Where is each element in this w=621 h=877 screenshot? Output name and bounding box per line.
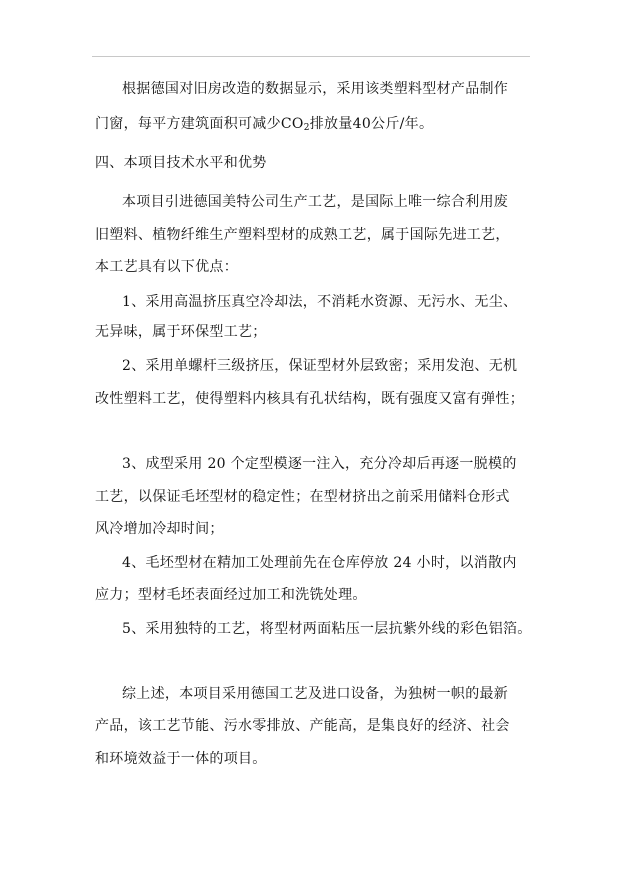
header-rule [92, 56, 530, 57]
text-line: 本项目引进德国美特公司生产工艺，是国际上唯一综合利用废 [122, 194, 509, 210]
text-line: 1、采用高温挤压真空冷却法，不消耗水资源、无污水、无尘、 [122, 294, 518, 310]
text-line [95, 115, 433, 133]
text-line: 风冷增加冷却时间； [95, 521, 224, 537]
section-heading: 四、本项目技术水平和优势 [95, 155, 267, 171]
text-line: 2、采用单螺杆三级挤压，保证型材外层致密；采用发泡、无机 [122, 358, 518, 374]
text-line: 3、成型采用 20 个定型模逐一注入，充分冷却后再逐一脱模的 [122, 456, 517, 472]
text-line: 工艺，以保证毛坯型材的稳定性；在型材挤出之前采用储料仓形式 [95, 489, 510, 505]
text-line: 和环境效益于一体的项目。 [95, 751, 267, 767]
text-span: 门窗，每平方建筑面积可减少CO [95, 116, 304, 132]
text-line: 4、毛坯型材在精加工处理前先在仓库停放 24 小时，以消散内 [122, 555, 517, 571]
text-line: 产品，该工艺节能、污水零排放、产能高，是集良好的经济、社会 [95, 718, 510, 734]
text-line: 改性塑料工艺，使得塑料内核具有孔状结构，既有强度又富有弹性； [95, 391, 524, 407]
text-line: 根据德国对旧房改造的数据显示，采用该类塑料型材产品制作 [122, 81, 509, 97]
text-line: 5、采用独特的工艺，将型材两面粘压一层抗紫外线的彩色铝箔。 [122, 621, 532, 637]
text-line: 旧塑料、植物纤维生产塑料型材的成熟工艺，属于国际先进工艺， [95, 227, 510, 243]
text-line: 应力；型材毛坯表面经过加工和洗铣处理。 [95, 587, 367, 603]
subscript-2: 2 [303, 123, 310, 133]
text-span: 排放量40公斤/年。 [309, 116, 434, 132]
text-line: 综上述，本项目采用德国工艺及进口设备，为独树一帜的最新 [122, 686, 509, 702]
text-line: 本工艺具有以下优点： [95, 259, 238, 275]
text-line: 无异味，属于环保型工艺； [95, 324, 267, 340]
